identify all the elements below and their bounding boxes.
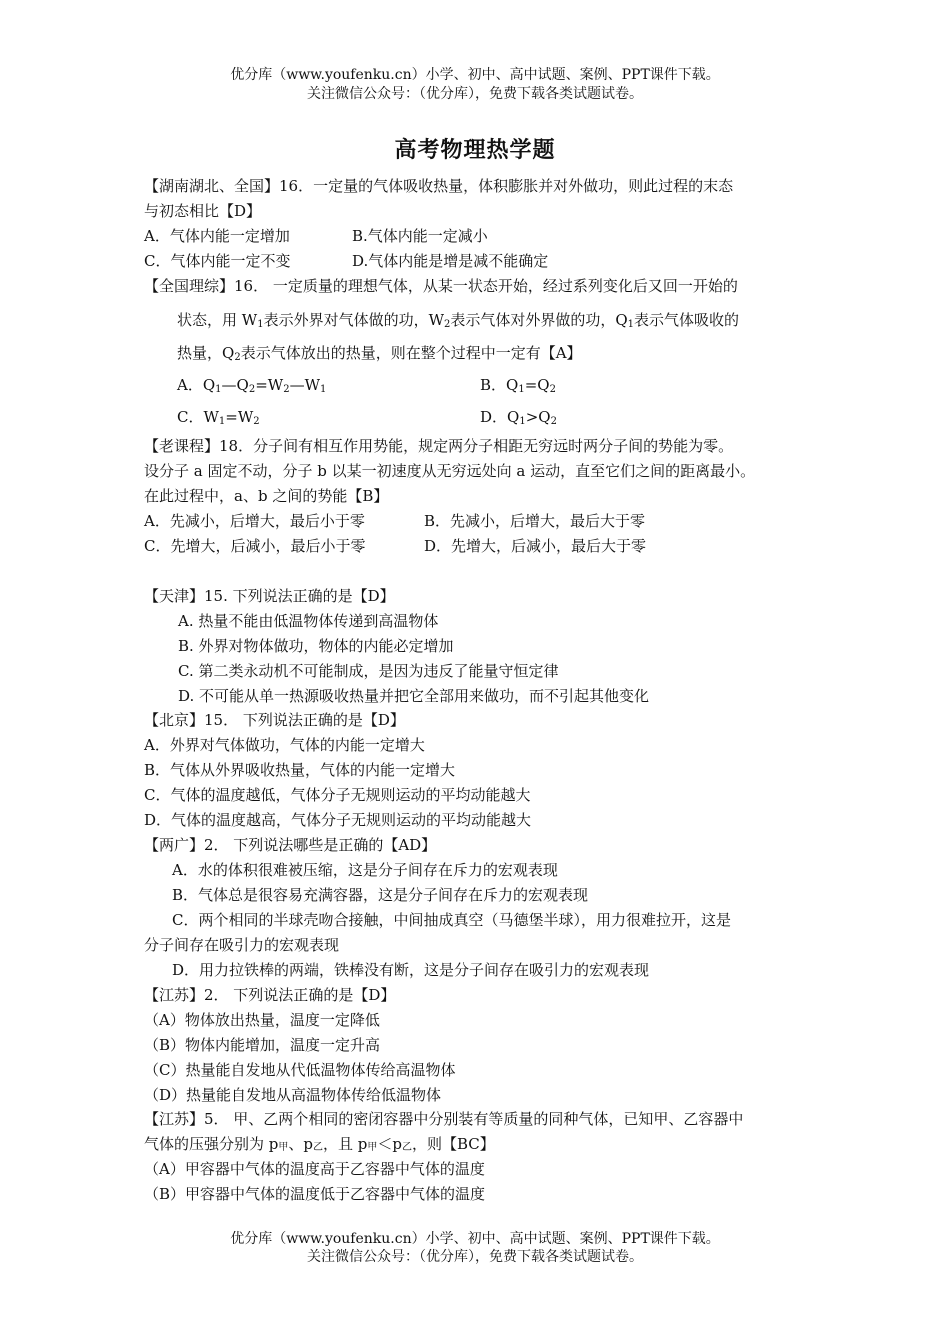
q2-option-c: C．$W_1=W_2$ [177, 408, 260, 427]
q1-stem-line1: 【湖南湖北、全国】16．一定量的气体吸收热量，体积膨胀并对外做功，则此过程的末态 [144, 177, 734, 195]
q4-option-b: B. 外界对物体做功，物体的内能必定增加 [178, 637, 454, 655]
q1-option-a: A．气体内能一定增加 [144, 227, 290, 245]
q7-option-b: （B）物体内能增加，温度一定升高 [144, 1036, 381, 1054]
q2-stem-line3: 热量，$Q_2$表示气体放出的热量，则在整个过程中一定有【A】 [177, 344, 582, 363]
q3-option-d: D．先增大，后减小，最后大于零 [424, 537, 647, 555]
q6-stem: 【两广】2． 下列说法哪些是正确的【AD】 [144, 836, 437, 854]
q4-option-d: D. 不可能从单一热源吸收热量并把它全部用来做功，而不引起其他变化 [178, 687, 650, 705]
q7-option-d: （D）热量能自发地从高温物体传给低温物体 [144, 1086, 442, 1104]
q1-stem-line2: 与初态相比【D】 [144, 202, 262, 220]
q5-option-d: D．气体的温度越高，气体分子无规则运动的平均动能越大 [144, 811, 532, 829]
page-title: 高考物理热学题 [394, 137, 556, 163]
q6-option-a: A．水的体积很难被压缩，这是分子间存在斥力的宏观表现 [172, 861, 558, 879]
q3-option-a: A．先减小，后增大，最后小于零 [144, 512, 365, 530]
q2-option-d: D．$Q_1>Q_2$ [480, 408, 557, 427]
q6-option-d: D．用力拉铁棒的两端，铁棒没有断，这是分子间存在吸引力的宏观表现 [172, 961, 650, 979]
q2-stem-line2: 状态，用 $W_1$表示外界对气体做的功，$W_2$表示气体对外界做的功，$Q_1$表示气体吸收的 [177, 311, 740, 330]
footer-line-1: 优分库（www.youfenku.cn）小学、初中、高中试题、案例、PPT课件下载。 [230, 1231, 720, 1247]
q6-option-b: B．气体总是很容易充满容器，这是分子间存在斥力的宏观表现 [172, 886, 589, 904]
q6-option-c-line1: C．两个相同的半球壳吻合接触，中间抽成真空（马德堡半球），用力很难拉开，这是 [172, 911, 731, 929]
header-line-2: 关注微信公众号：（优分库），免费下载各类试题试卷。 [307, 86, 643, 102]
q3-stem-line2: 设分子 a 固定不动，分子 b 以某一初速度从无穷远处向 a 运动，直至它们之间的距离最小。 [144, 462, 756, 480]
q4-option-a: A. 热量不能由低温物体传递到高温物体 [178, 612, 439, 630]
q2-stem-line1: 【全国理综】16． 一定质量的理想气体，从某一状态开始，经过系列变化后又回一开始的 [144, 277, 738, 295]
q3-stem-line1: 【老课程】18．分子间有相互作用势能，规定两分子相距无穷远时两分子间的势能为零。 [144, 437, 734, 455]
q8-option-a: （A）甲容器中气体的温度高于乙容器中气体的温度 [144, 1160, 485, 1178]
header-line-1: 优分库（www.youfenku.cn）小学、初中、高中试题、案例、PPT课件下载。 [230, 67, 720, 83]
q1-option-d: D.气体内能是增是减不能确定 [352, 252, 549, 270]
q5-option-c: C．气体的温度越低，气体分子无规则运动的平均动能越大 [144, 786, 531, 804]
q1-option-c: C．气体内能一定不变 [144, 252, 291, 270]
q1-option-b: B.气体内能一定减小 [352, 227, 488, 245]
q6-option-c-line2: 分子间存在吸引力的宏观表现 [144, 936, 340, 954]
q2-option-a: A．$Q_1—Q_2=W_2—W_1$ [177, 376, 327, 395]
q2-option-b: B．$Q_1=Q_2$ [480, 376, 556, 395]
q8-stem-line1: 【江苏】5． 甲、乙两个相同的密闭容器中分别装有等质量的同种气体，已知甲、乙容器中 [144, 1110, 744, 1128]
q3-option-c: C．先增大，后减小，最后小于零 [144, 537, 366, 555]
q3-option-b: B．先减小，后增大，最后大于零 [424, 512, 646, 530]
q7-stem: 【江苏】2． 下列说法正确的是【D】 [144, 986, 396, 1004]
q5-option-a: A．外界对气体做功，气体的内能一定增大 [144, 736, 425, 754]
q4-stem: 【天津】15. 下列说法正确的是【D】 [144, 587, 395, 605]
q5-option-b: B．气体从外界吸收热量，气体的内能一定增大 [144, 761, 456, 779]
q8-option-b: （B）甲容器中气体的温度低于乙容器中气体的温度 [144, 1185, 486, 1203]
q4-option-c: C. 第二类永动机不可能制成，是因为违反了能量守恒定律 [178, 662, 559, 680]
q7-option-a: （A）物体放出热量，温度一定降低 [144, 1011, 380, 1029]
q3-stem-line3: 在此过程中，a、b 之间的势能【B】 [144, 487, 389, 505]
q8-stem-line2: 气体的压强分别为 p甲、p乙，且 p甲＜p乙，则【BC】 [144, 1135, 495, 1153]
q5-stem: 【北京】15． 下列说法正确的是【D】 [144, 711, 405, 729]
footer-line-2: 关注微信公众号：（优分库），免费下载各类试题试卷。 [307, 1249, 643, 1265]
q7-option-c: （C）热量能自发地从代低温物体传给高温物体 [144, 1061, 456, 1079]
